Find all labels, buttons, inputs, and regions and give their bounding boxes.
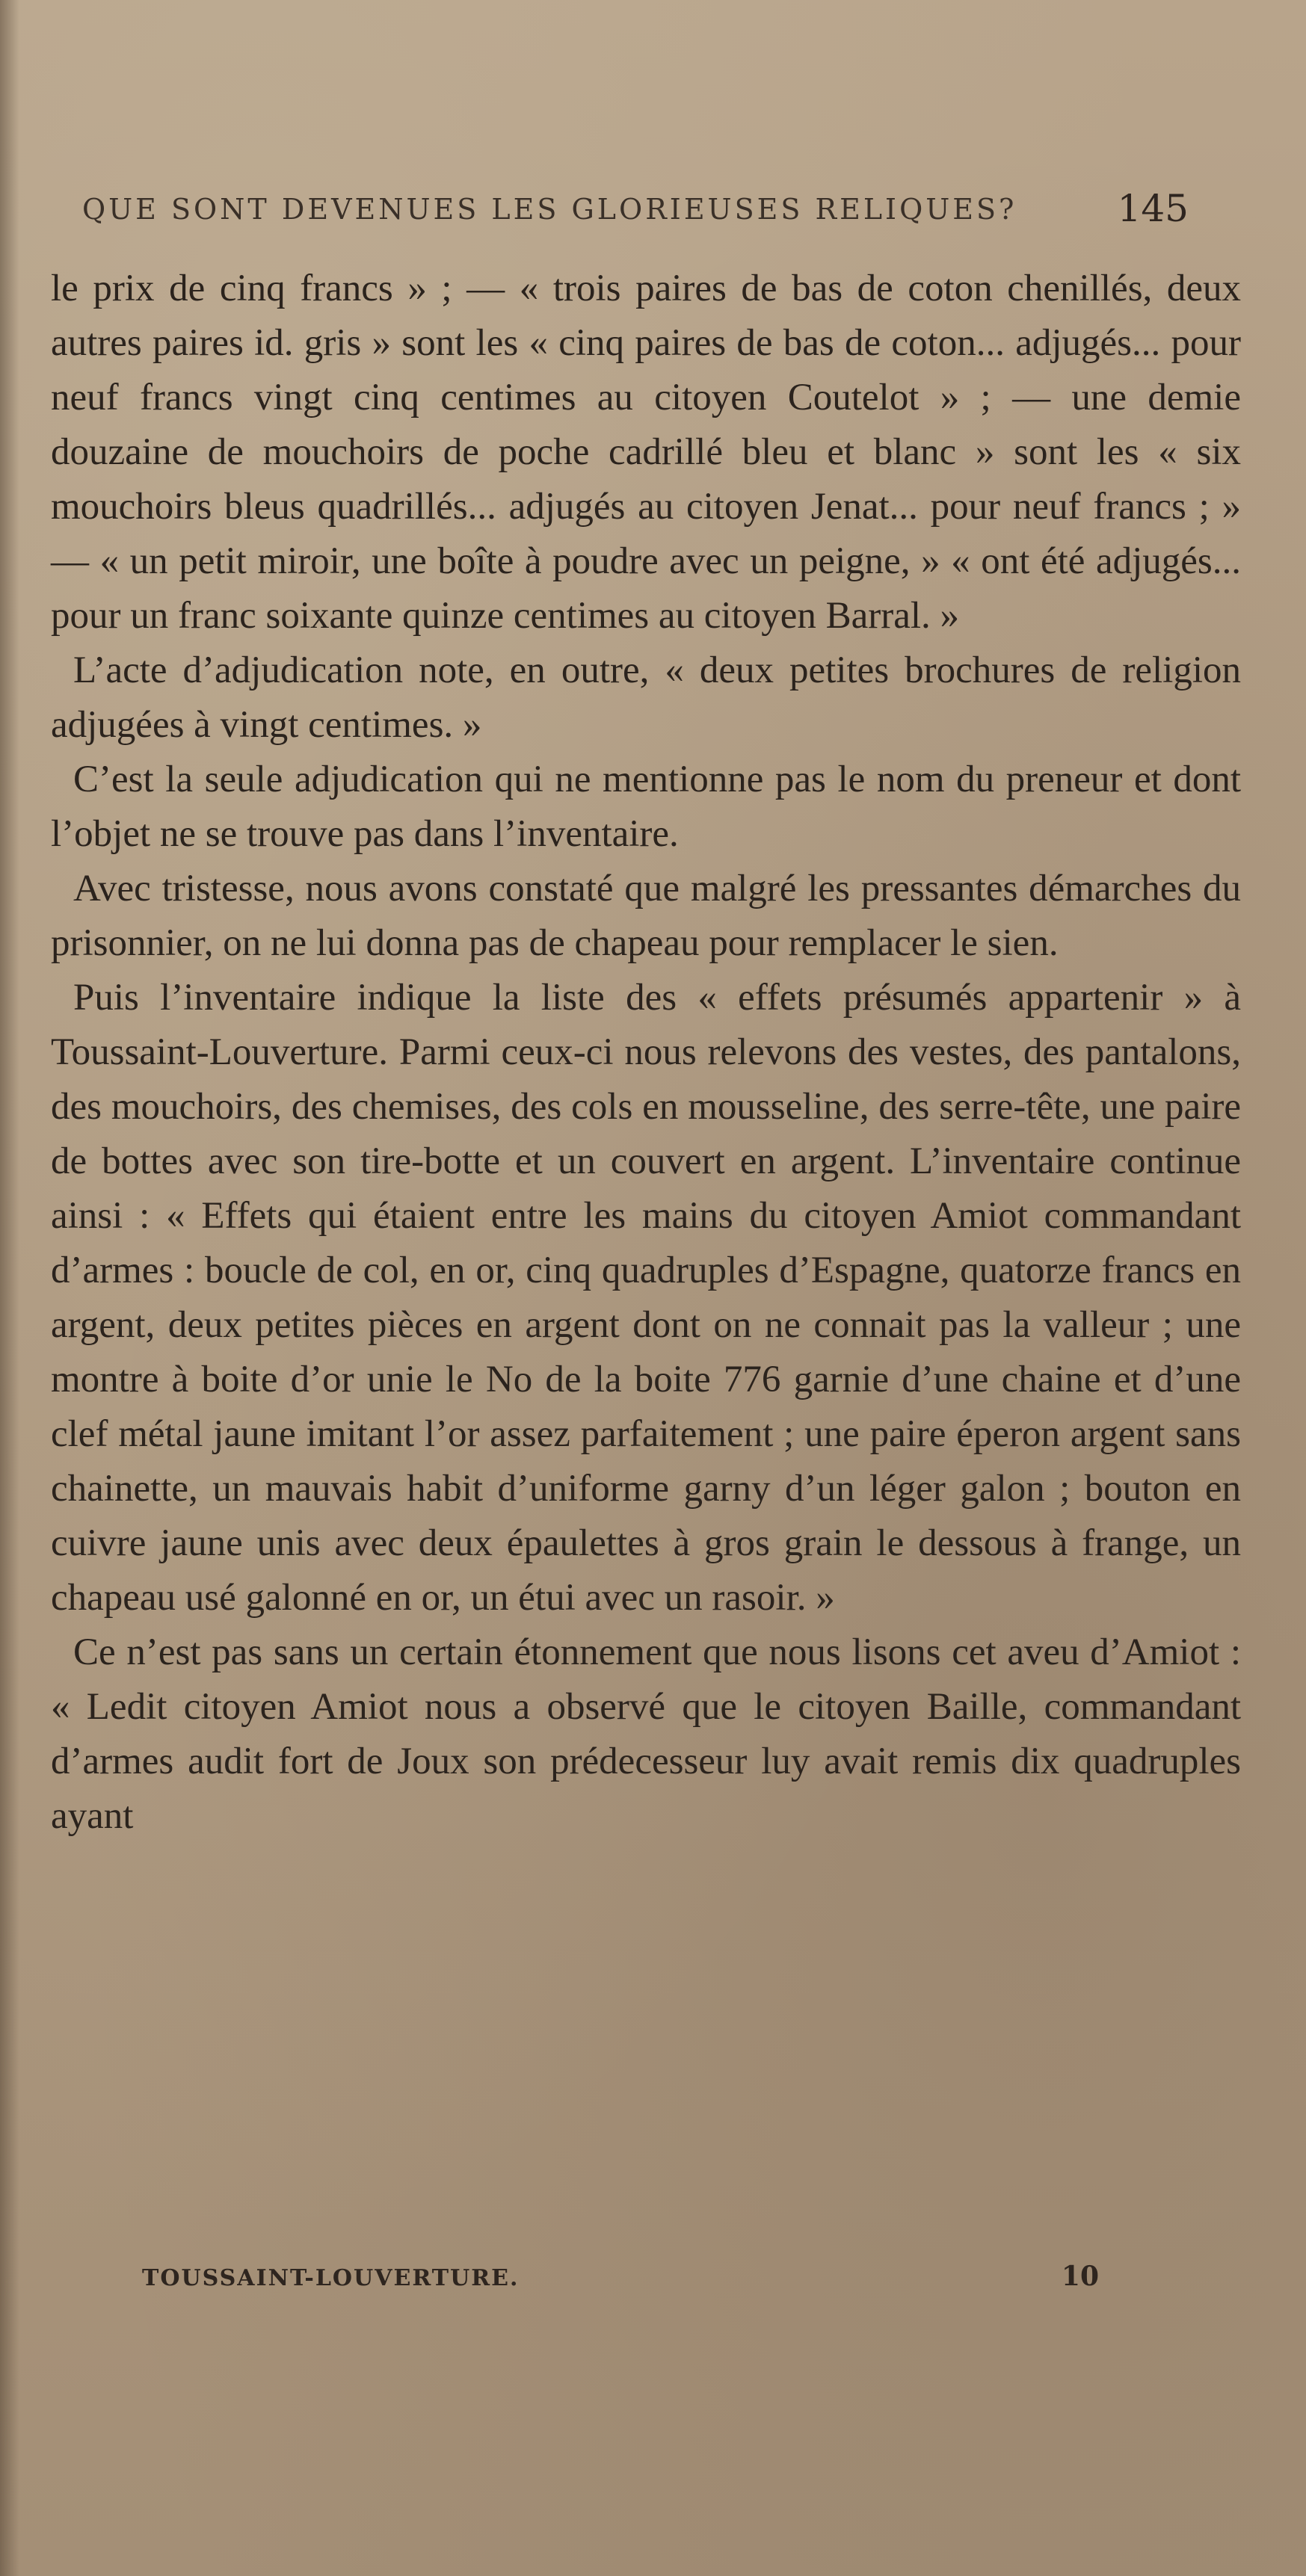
paragraph-continuation: le prix de cinq francs » ; — « trois paires de bas de coton chenillés, deux autres paires id. gris » sont les « cinq paires de bas de coton... adjugés... pour neuf francs vingt cinq centimes au citoyen Coutelot » ; — une demie douzaine de mouchoirs de poche cadrillé bleu et blanc » sont les « six mouchoirs bleus quadrillés... adjugés au citoyen Jenat... pour neuf francs ; » — « un petit miroir, une boîte à poudre avec un peigne, » « ont été adjugés... pour un franc soixante quinze centimes au citoyen Barral. »: [51, 268, 1241, 637]
paragraph: Avec tristesse, nous avons constaté que malgré les pressantes démarches du prisonnier, on ne lui donna pas de chapeau pour remplacer le sien.: [51, 868, 1241, 964]
page-number: 145: [1117, 187, 1189, 230]
running-head: [82, 187, 1189, 239]
paragraph: C’est la seule adjudication qui ne mentionne pas le nom du preneur et dont l’objet ne se trouve pas dans l’inventaire.: [51, 759, 1241, 855]
running-title: QUE SONT DEVENUES LES GLORIEUSES RELIQUES?: [82, 193, 1017, 226]
page-binding-shadow: [0, 0, 19, 2576]
signature-number: 10: [1061, 2261, 1099, 2292]
paragraph: L’acte d’adjudication note, en outre, « deux petites brochures de religion adjugées à vingt centimes. »: [51, 649, 1241, 746]
printer-signature: TOUSSAINT-LOUVERTURE.: [142, 2265, 520, 2291]
paragraph: Puis l’inventaire indique la liste des « effets présumés appartenir » à Toussaint-Louverture. Parmi ceux-ci nous relevons des vestes, des pantalons, des mouchoirs, des chemises, des cols en mousseline, des serre-tête, une paire de bottes avec son tire-botte et un couvert en argent. L’inventaire continue ainsi : « Effets qui étaient entre les mains du citoyen Amiot commandant d’armes : boucle de col, en or, cinq quadruples d’Espagne, quatorze francs en argent, deux petites pièces en argent dont on ne connait pas la valleur ; une montre à boite d’or unie le No de la boite 776 garnie d’une chaine et d’une clef métal jaune imitant l’or assez parfaitement ; une paire éperon argent sans chainette, un mauvais habit d’uniforme garny d’un léger galon ; bouton en cuivre jaune unis avec deux épaulettes à gros grain le dessous à frange, un chapeau usé galonné en or, un étui avec un rasoir. »: [51, 977, 1241, 1619]
text-body: [51, 262, 1241, 1844]
page-footer: [142, 2261, 1099, 2298]
paragraph: Ce n’est pas sans un certain étonnement que nous lisons cet aveu d’Amiot : « Ledit citoyen Amiot nous a observé que le citoyen Baille, commandant d’armes audit fort de Joux son prédecesseur luy avait remis dix quadruples ayant: [51, 1631, 1241, 1837]
